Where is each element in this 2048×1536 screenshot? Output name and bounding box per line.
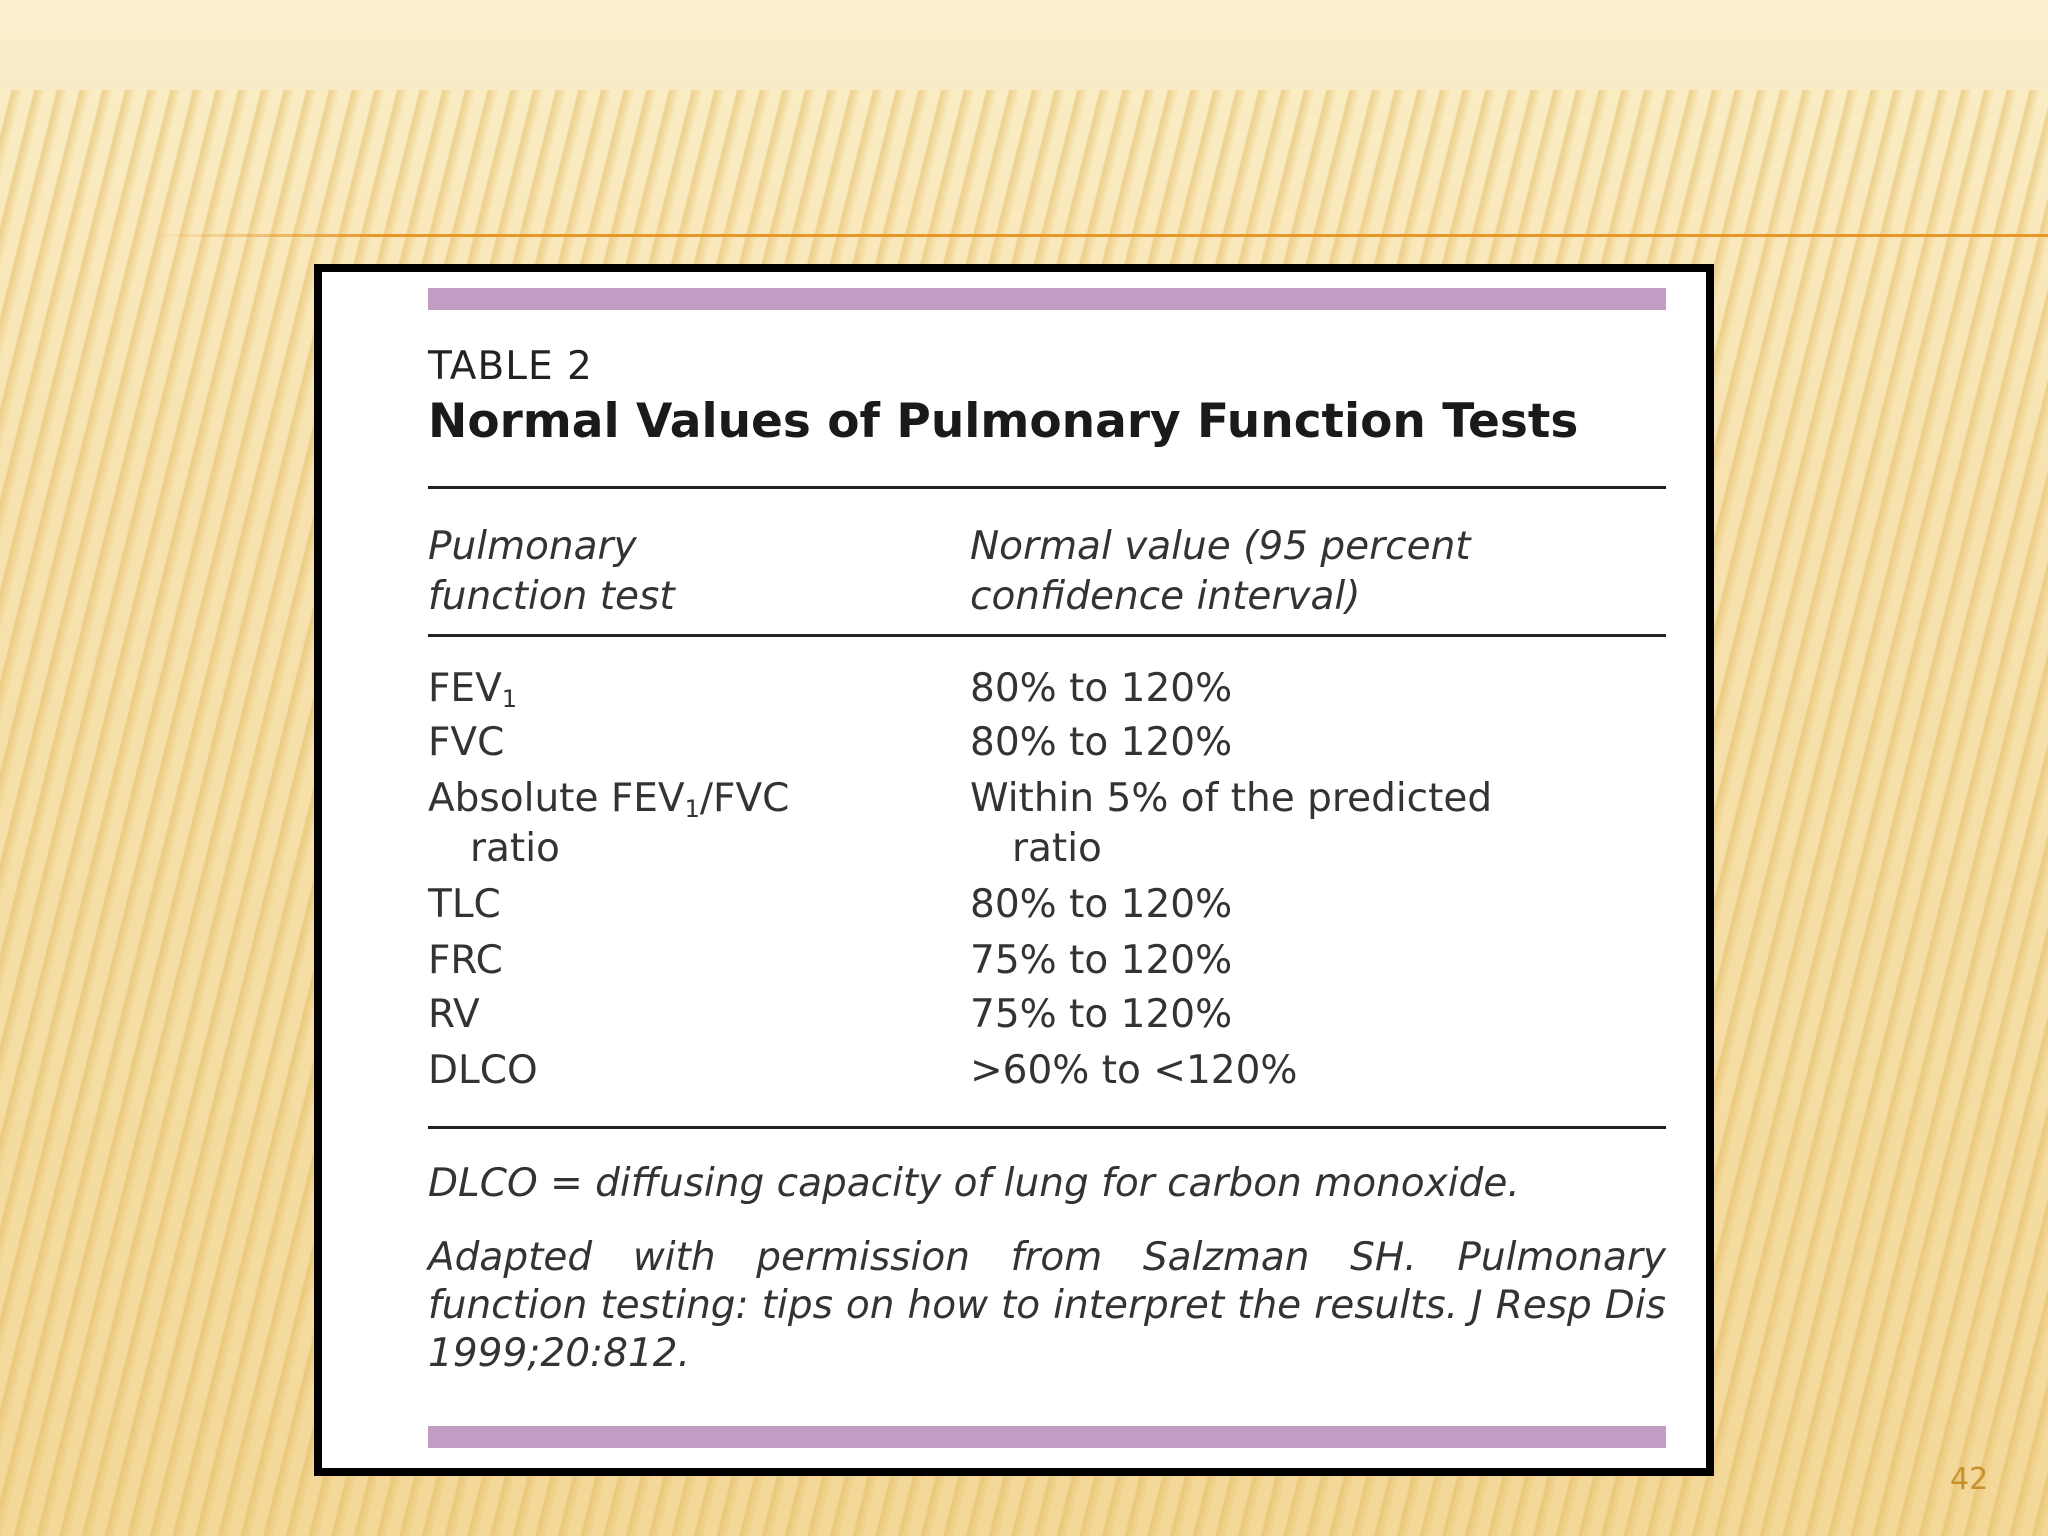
row-test-name: FRC	[428, 938, 503, 983]
table-bottom-bar	[428, 1426, 1666, 1448]
table-top-bar	[428, 288, 1666, 310]
slide-page-number: 42	[1950, 1462, 1989, 1497]
table-title: Normal Values of Pulmonary Function Tests	[428, 394, 1579, 449]
table-body-bottom-rule	[428, 1126, 1666, 1129]
row-test-name: DLCO	[428, 1048, 538, 1093]
row-normal-value: 75% to 120%	[970, 992, 1233, 1037]
row-test-name: $FEV_1$	[428, 666, 518, 713]
row-test-name: Absolute $FEV_1$/FVC ratio	[428, 776, 790, 871]
footnote-source: Adapted with permission from Salzman SH. Pulmonary function testing: tips on how to interpret the results. J Resp Dis 1999;20:812.	[428, 1235, 1666, 1376]
table-image-frame	[314, 264, 1714, 1476]
row-normal-value: 80% to 120%	[970, 882, 1233, 927]
row-normal-value: Within 5% of the predicted ratio	[970, 776, 1493, 871]
slide-top-band	[0, 0, 2048, 90]
table-label: TABLE 2	[428, 344, 593, 389]
row-test-name: RV	[428, 992, 480, 1037]
row-normal-value: >60% to <120%	[970, 1048, 1298, 1093]
footnote-abbreviation: DLCO = diffusing capacity of lung for carbon monoxide.	[428, 1161, 1520, 1206]
column-header-test-line2: function test	[428, 574, 675, 619]
header-bottom-rule	[428, 634, 1666, 637]
title-divider-rule	[150, 234, 2048, 237]
row-normal-value: 80% to 120%	[970, 720, 1233, 765]
row-normal-value: 75% to 120%	[970, 938, 1233, 983]
column-header-value	[970, 522, 1660, 622]
row-normal-value: 80% to 120%	[970, 666, 1233, 711]
row-test-name: TLC	[428, 882, 501, 927]
column-header-value-line1: Normal value (95 percent	[970, 524, 1471, 569]
column-header-test-line1: Pulmonary	[428, 524, 637, 569]
column-header-test	[428, 522, 948, 622]
column-header-value-line2: confidence interval)	[970, 574, 1361, 619]
header-top-rule	[428, 486, 1666, 489]
row-test-name: FVC	[428, 720, 505, 765]
